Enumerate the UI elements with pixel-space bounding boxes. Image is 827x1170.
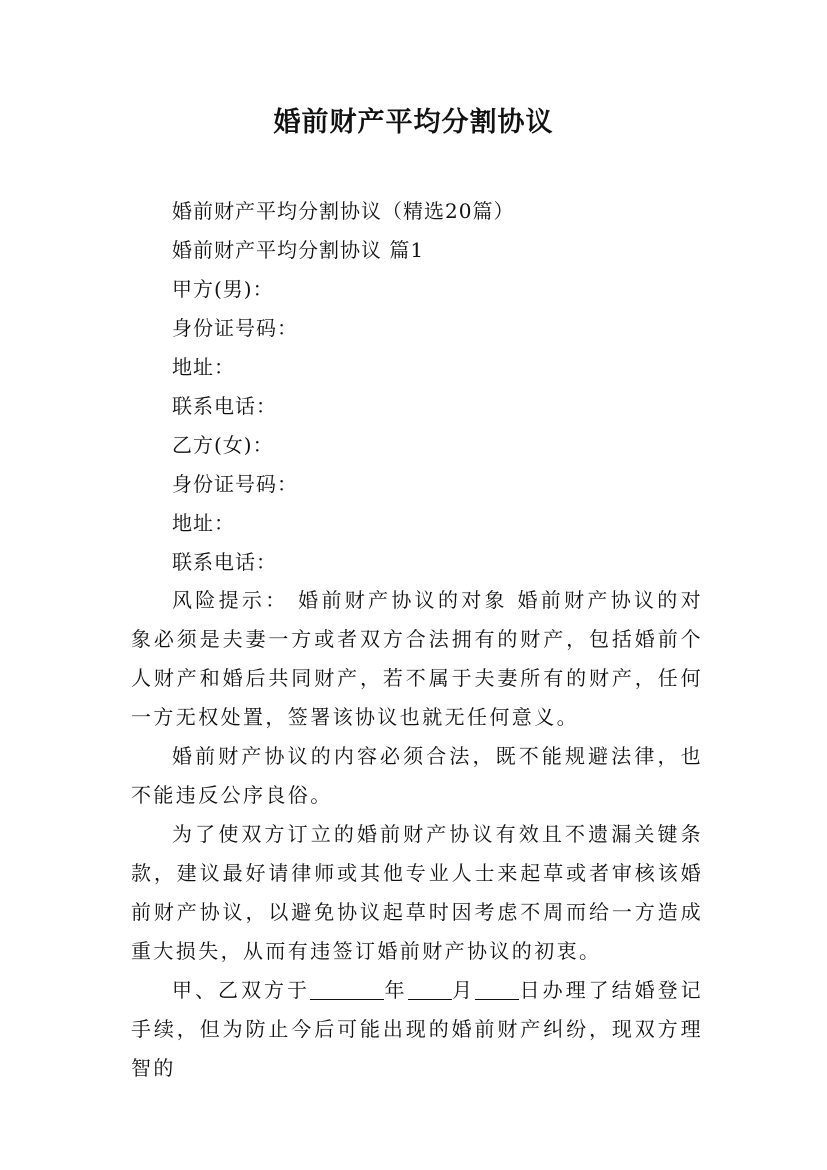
registration-year-label: 年 [383,978,408,1002]
field-party-b-address: 地址： [172,511,235,535]
month-blank [408,977,452,1000]
document-subtitle: 婚前财产平均分割协议（精选20篇） [172,199,515,223]
registration-month-label: 月 [451,978,476,1002]
paragraph-marriage-registration [131,971,703,1088]
field-party-a: 甲方(男)： [172,277,274,301]
field-party-a-phone: 联系电话： [172,394,277,418]
day-blank [475,977,519,1000]
paragraph-advice: 为了使双方订立的婚前财产协议有效且不遗漏关键条款，建议最好请律师或其他专业人士来起草或者审核该婚前财产协议，以避免协议起草时因考虑不周而给一方造成重大损失，从而有违签订婚前财产协议的初衷。 [131,822,703,963]
year-blank [310,977,384,1000]
field-party-a-id: 身份证号码： [172,316,298,340]
field-party-b-phone: 联系电话： [172,550,277,574]
document-title: 婚前财产平均分割协议 [273,107,554,138]
field-party-b: 乙方(女)： [172,433,274,457]
field-party-b-id: 身份证号码： [172,472,298,496]
paragraph-risk-notice: 风险提示： 婚前财产协议的对象 婚前财产协议的对象必须是夫妻一方或者双方合法拥有的财产，包括婚前个人财产和婚后共同财产，若不属于夫妻所有的财产，任何一方无权处置，签署该协议也就无任何意义。 [131,588,703,729]
field-party-a-address: 地址： [172,355,235,379]
registration-text-1: 甲、乙双方于 [172,978,310,1002]
paragraph-legality: 婚前财产协议的内容必须合法，既不能规避法律，也不能违反公序良俗。 [131,744,703,807]
section-heading: 婚前财产平均分割协议 篇1 [172,238,425,262]
registration-text-2: 日办理了结婚登记手续，但为防止今后可能出现的婚前财产纠纷，现双方理智的 [131,978,703,1080]
